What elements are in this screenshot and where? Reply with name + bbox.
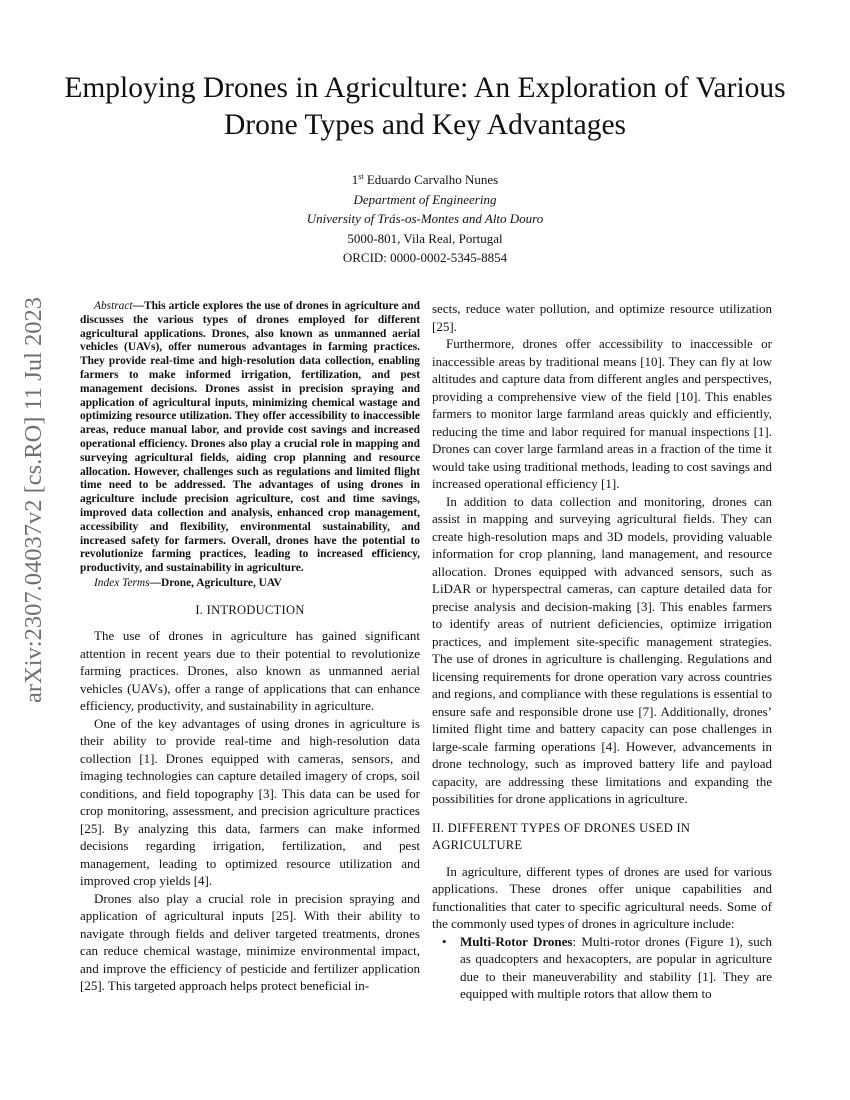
list-item-label: Multi-Rotor Drones bbox=[460, 933, 573, 949]
author-ordinal: 1 bbox=[351, 172, 359, 187]
paragraph: In agriculture, different types of drones are used for various applications. These drones offer unique capabilities and functionalities that cater to specific agricultural needs. Some of the commonly used types of drones in agriculture include: bbox=[432, 863, 772, 931]
left-column bbox=[80, 300, 420, 995]
arxiv-identifier: arXiv:2307.04037v2 [cs.RO] 11 Jul 2023 bbox=[20, 296, 47, 704]
section-heading-drone-types: II. DIFFERENT TYPES OF DRONES USED IN AGRICULTURE bbox=[432, 820, 691, 852]
author-orcid: ORCID: 0000-0002-5345-8854 bbox=[342, 250, 508, 265]
index-terms bbox=[80, 576, 420, 590]
paragraph: Drones also play a crucial role in precision spraying and application of agricultural inputs [25]. With their ability to navigate through fields and deliver targeted treatments, drones can reduce chemical wastage, minimize environmental impact, and improve the efficiency of pesticide and fertilizer application [25]. This targeted approach helps protect beneficial in- bbox=[80, 890, 420, 994]
author-block bbox=[200, 167, 650, 268]
index-terms-label: Index Terms bbox=[94, 576, 150, 589]
right-column bbox=[432, 300, 772, 1003]
paragraph: sects, reduce water pollution, and optimize resource utilization [25]. bbox=[432, 301, 772, 334]
author-name: Eduardo Carvalho Nunes bbox=[366, 172, 499, 187]
bullet-icon: • bbox=[442, 933, 447, 949]
section-heading-introduction: I. INTRODUCTION bbox=[195, 602, 305, 617]
author-university: University of Trás-os-Montes and Alto Douro bbox=[306, 211, 544, 226]
paper-title: Employing Drones in Agriculture: An Exploration of Various Drone Types and Key Advantages bbox=[64, 72, 786, 141]
paragraph: Furthermore, drones offer accessibility to inaccessible or inaccessible areas by traditional means [10]. They can fly at low altitudes and capture data from different angles and perspectives, providing a comprehensive view of the field [10]. This enables farmers to monitor large farmland areas quickly and efficiently, reducing the time and labor required for manual inspections [1]. Drones can cover large farmland areas in a fraction of the time it would take using traditional methods, leading to cost savings and increased operational efficiency [1]. bbox=[432, 336, 772, 491]
paragraph: One of the key advantages of using drones in agriculture is their ability to provide real-time and high-resolution data collection [1]. Drones equipped with cameras, sensors, and imaging technologies can capture detailed imagery of crops, soil conditions, and field topography [3]. This data can be used for crop monitoring, assessment, and precision agriculture practices [25]. By analyzing this data, farmers can make informed decisions regarding irrigation, fertilization, and pest management, leading to optimized resource utilization and improved crop yields [4]. bbox=[80, 715, 420, 889]
author-address: 5000-801, Vila Real, Portugal bbox=[347, 230, 503, 246]
author-name-line bbox=[200, 167, 650, 190]
index-terms-text: —Drone, Agriculture, UAV bbox=[149, 576, 282, 589]
list-item bbox=[432, 933, 772, 1003]
abstract-label: Abstract bbox=[94, 300, 133, 312]
abstract bbox=[80, 300, 420, 576]
drone-types-list bbox=[432, 933, 772, 1003]
author-department: Department of Engineering bbox=[353, 191, 497, 207]
list-item-text: : Multi-rotor drones (Figure 1), such as quadcopters and hexacopters, are popular in agriculture due to their maneuverability and stability [1]. They are equipped with multiple rotors that allow them to bbox=[460, 933, 772, 1001]
paragraph: In addition to data collection and monitoring, drones can assist in mapping and surveying agricultural fields. They can create high-resolution maps and 3D models, providing valuable information for crop planning, land management, and resource allocation. Drones equipped with advanced sensors, such as LiDAR or hyperspectral cameras, can capture detailed data for precise analysis and decision-making [3]. This enables farmers to identify areas of nutrient deficiencies, optimize irrigation practices, and implement site-specific management strategies. The use of drones in agriculture is challenging. Regulations and licensing requirements for drone operation vary across countries and regions, and compliance with these regulations is essential to ensure safe and responsible drone use [7]. Additionally, drones’ limited flight time and battery capacity can pose challenges in large-scale farming operations [4]. However, advancements in drone technology, such as improved battery life and payload capacity, are addressing these limitations and expanding the possibilities for drone applications in agriculture. bbox=[432, 493, 772, 806]
abstract-text: —This article explores the use of drones in agriculture and discusses the various types of drones employed for different agricultural applications. Drones, also known as unmanned aerial vehicles (UAVs), offer numerous advantages in farming practices. They provide real-time and high-resolution data collection, enabling farmers to make informed irrigation, fertilization, and pest management decisions. Drones assist in precision spraying and application of agricultural inputs, minimizing chemical wastage and optimizing resource utilization. They offer accessibility to inaccessible areas, reduce manual labor, and provide cost savings and increased operational efficiency. Drones also play a crucial role in mapping and surveying agricultural fields, aiding crop planning and resource allocation. However, challenges such as regulations and limited flight time need to be addressed. The advantages of using drones in agriculture include precision agriculture, cost and time savings, improved data collection and analysis, enhanced crop management, accessibility and flexibility, environmental sustainability, and increased safety for farmers. Overall, drones have the potential to revolutionize farming practices, leading to increased efficiency, productivity, and sustainability in agriculture. bbox=[80, 300, 420, 575]
arxiv-sidebar bbox=[4, 296, 64, 704]
author-ordinal-suffix: st bbox=[358, 172, 364, 181]
paragraph: The use of drones in agriculture has gained significant attention in recent years due to their potential to revolutionize farming practices. Drones, also known as unmanned aerial vehicles (UAVs), offer a range of applications that can enhance efficiency, productivity, and sustainability in agriculture. bbox=[80, 628, 420, 714]
